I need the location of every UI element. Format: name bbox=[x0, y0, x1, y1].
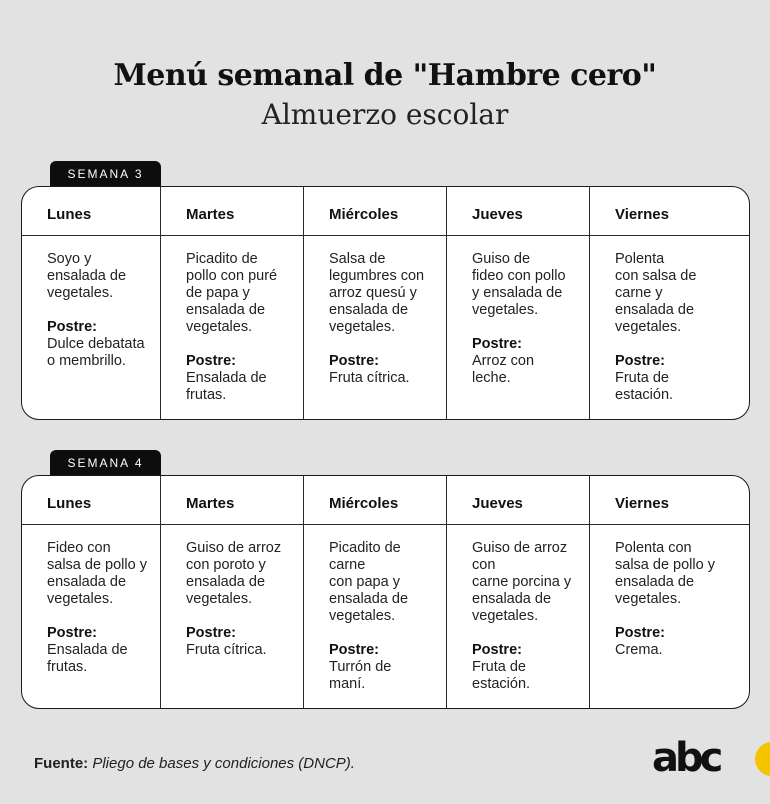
menu-cell bbox=[447, 525, 589, 693]
day-column bbox=[590, 187, 749, 419]
menu-cell bbox=[590, 525, 749, 659]
day-column bbox=[447, 187, 590, 419]
menu-cell bbox=[447, 236, 589, 387]
dessert-label: Postre: bbox=[329, 642, 379, 658]
meal-text: Guiso de fideo con pollo y ensalada de vegetales. bbox=[472, 251, 566, 318]
meal-text: Picadito de carne con papa y ensalada de vegetales. bbox=[329, 540, 409, 624]
logo-text: abc bbox=[652, 737, 720, 781]
meal-text: Soyo y ensalada de vegetales. bbox=[47, 251, 127, 301]
day-column bbox=[22, 476, 161, 708]
dessert-text: Turrón de maní. bbox=[329, 659, 392, 692]
day-column bbox=[447, 476, 590, 708]
menu-cell bbox=[22, 236, 160, 370]
meal-text: Fideo con salsa de pollo y ensalada de vegetales. bbox=[47, 540, 147, 607]
dessert-text: Ensalada de frutas. bbox=[186, 370, 267, 403]
menu-cell bbox=[590, 236, 749, 404]
day-header: Martes bbox=[161, 476, 303, 525]
day-header: Lunes bbox=[22, 187, 160, 236]
source-note bbox=[34, 755, 355, 772]
source-label: Fuente: bbox=[34, 755, 89, 772]
day-header: Miércoles bbox=[304, 476, 446, 525]
day-header: Martes bbox=[161, 187, 303, 236]
day-header: Miércoles bbox=[304, 187, 446, 236]
day-header: Jueves bbox=[447, 476, 589, 525]
menu-cell bbox=[161, 525, 303, 659]
day-header: Lunes bbox=[22, 476, 160, 525]
dessert-label: Postre: bbox=[329, 353, 379, 369]
dessert-text: Ensalada de frutas. bbox=[47, 642, 128, 675]
menu-cell bbox=[161, 236, 303, 404]
day-column bbox=[161, 187, 304, 419]
menu-cell bbox=[304, 236, 446, 387]
dessert-text: Fruta de estación. bbox=[615, 370, 674, 403]
dessert-label: Postre: bbox=[47, 319, 97, 335]
week-table bbox=[21, 186, 750, 420]
day-column bbox=[304, 187, 447, 419]
day-header: Viernes bbox=[590, 187, 749, 236]
page-title: Menú semanal de "Hambre cero" bbox=[113, 58, 657, 93]
day-column bbox=[304, 476, 447, 708]
page-subtitle: Almuerzo escolar bbox=[261, 98, 509, 131]
dessert-label: Postre: bbox=[472, 642, 522, 658]
logo-accent-circle bbox=[755, 742, 770, 776]
abc-logo bbox=[652, 737, 770, 785]
dessert-text: Fruta de estación. bbox=[472, 659, 531, 692]
menu-cell bbox=[22, 525, 160, 676]
dessert-label: Postre: bbox=[47, 625, 97, 641]
meal-text: Polenta con salsa de carne y ensalada de vegetales. bbox=[615, 251, 697, 335]
day-column bbox=[161, 476, 304, 708]
dessert-label: Postre: bbox=[615, 353, 665, 369]
day-header: Jueves bbox=[447, 187, 589, 236]
meal-text: Guiso de arroz con poroto y ensalada de vegetales. bbox=[186, 540, 282, 607]
menu-cell bbox=[304, 525, 446, 693]
meal-text: Polenta con salsa de pollo y ensalada de vegetales. bbox=[615, 540, 715, 607]
day-header: Viernes bbox=[590, 476, 749, 525]
week-tab: SEMANA 3 bbox=[50, 161, 161, 187]
meal-text: Picadito de pollo con puré de papa y ensalada de vegetales. bbox=[186, 251, 278, 335]
day-column bbox=[22, 187, 161, 419]
dessert-text: Fruta cítrica. bbox=[329, 370, 410, 386]
dessert-text: Dulce debatata o membrillo. bbox=[47, 336, 145, 369]
dessert-label: Postre: bbox=[186, 625, 236, 641]
dessert-label: Postre: bbox=[186, 353, 236, 369]
meal-text: Salsa de legumbres con arroz quesú y ensalada de vegetales. bbox=[329, 251, 425, 335]
day-column bbox=[590, 476, 749, 708]
meal-text: Guiso de arroz con carne porcina y ensalada de vegetales. bbox=[472, 540, 572, 624]
week-table bbox=[21, 475, 750, 709]
source-text: Pliego de bases y condiciones (DNCP). bbox=[92, 755, 355, 772]
dessert-text: Fruta cítrica. bbox=[186, 642, 267, 658]
abc-logo-mark bbox=[652, 737, 770, 781]
dessert-text: Crema. bbox=[615, 642, 663, 658]
dessert-label: Postre: bbox=[472, 336, 522, 352]
dessert-label: Postre: bbox=[615, 625, 665, 641]
week-tab: SEMANA 4 bbox=[50, 450, 161, 476]
dessert-text: Arroz con leche. bbox=[472, 353, 535, 386]
